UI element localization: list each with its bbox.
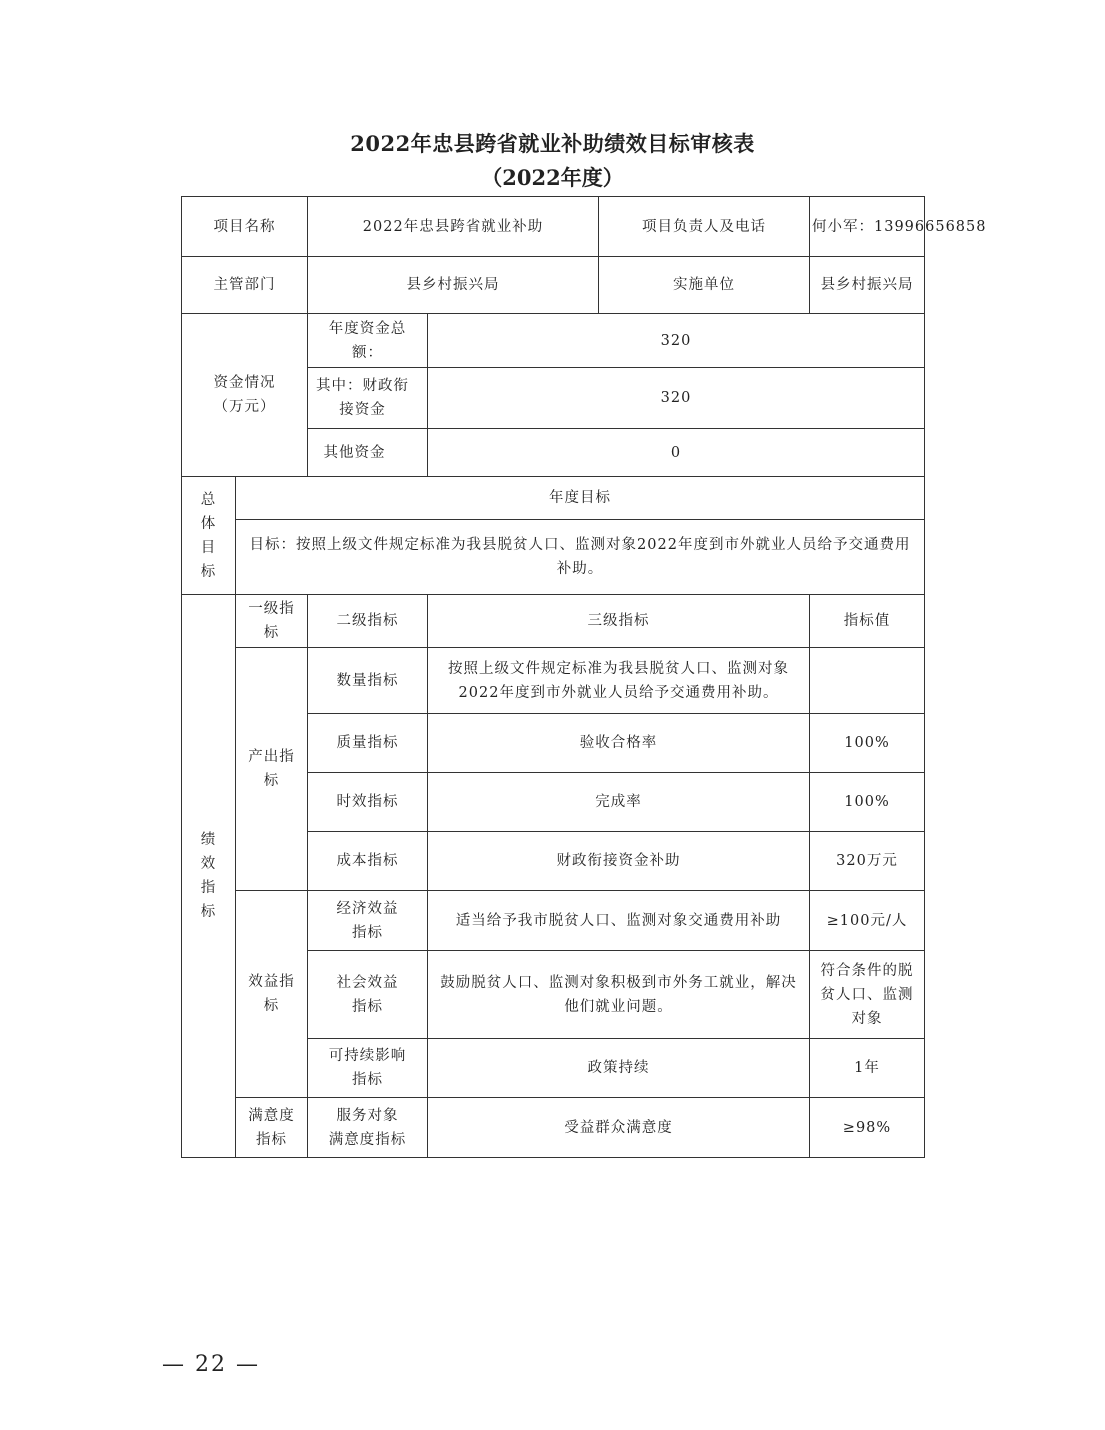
level2-cell — [308, 1039, 428, 1098]
unit-label: 实施单位 — [599, 257, 810, 314]
funds-fiscal-label: 其中：财政衔接资金 — [308, 368, 428, 429]
funds-label-line1: 资金情况 — [213, 375, 276, 391]
funds-fiscal-value: 320 — [428, 368, 925, 429]
output-label-line1: 产出指 — [248, 749, 295, 765]
funds-total-row — [182, 314, 925, 368]
level3-cell: 财政衔接资金补助 — [428, 832, 810, 891]
level2-cell — [308, 951, 428, 1039]
overall-label-char: 标 — [200, 563, 217, 580]
output-label-line2: 标 — [263, 773, 280, 789]
funds-other-label: 其他资金 — [308, 429, 428, 477]
value-cell: 1年 — [810, 1039, 925, 1098]
indicator-header-row — [182, 595, 925, 648]
benefit-indicator-label — [236, 891, 308, 1098]
level2-line1: 经济效益 — [336, 900, 399, 917]
level3-cell: 按照上级文件规定标准为我县脱贫人口、监测对象2022年度到市外就业人员给予交通费用补助。 — [428, 648, 810, 714]
value-cell: 100% — [810, 714, 925, 773]
unit-value: 县乡村振兴局 — [810, 257, 925, 314]
department-row — [182, 257, 925, 314]
annual-target-header: 年度目标 — [236, 477, 925, 520]
level3-cell: 验收合格率 — [428, 714, 810, 773]
level2-cell: 数量指标 — [308, 648, 428, 714]
value-cell — [810, 648, 925, 714]
dept-value: 县乡村振兴局 — [308, 257, 599, 314]
page-number: — 22 — — [162, 1352, 260, 1377]
level3-cell: 鼓励脱贫人口、监测对象积极到市外务工就业，解决他们就业问题。 — [428, 951, 810, 1039]
satisfaction-indicator-label — [236, 1098, 308, 1158]
dept-label: 主管部门 — [182, 257, 308, 314]
satisfaction-label-line1: 满意度 — [248, 1107, 295, 1124]
level1-header-line1: 一级指 — [248, 601, 295, 617]
level2-cell: 成本指标 — [308, 832, 428, 891]
value-header: 指标值 — [810, 595, 925, 648]
benefit-label-line1: 效益指 — [248, 974, 295, 990]
indicator-row — [182, 891, 925, 951]
level2-cell: 时效指标 — [308, 773, 428, 832]
level1-header — [236, 595, 308, 648]
level2-line2: 指标 — [352, 924, 383, 941]
level2-cell — [308, 891, 428, 951]
overall-target-label — [182, 477, 236, 595]
performance-indicator-label — [182, 595, 236, 1158]
level1-header-line2: 标 — [263, 625, 280, 641]
level2-line2: 满意度指标 — [328, 1131, 407, 1148]
value-cell: 100% — [810, 773, 925, 832]
overall-label-char: 目 — [200, 539, 217, 556]
funds-total-value: 320 — [428, 314, 925, 368]
project-name-label: 项目名称 — [182, 197, 308, 257]
funds-other-value: 0 — [428, 429, 925, 477]
level2-line1: 可持续影响 — [328, 1048, 407, 1064]
benefit-label-line2: 标 — [263, 998, 280, 1014]
funds-label-line2: （万元） — [213, 399, 276, 415]
value-cell: ≥98% — [810, 1098, 925, 1158]
project-leader-value: 何小军：13996656858 — [810, 197, 925, 257]
level2-line2: 指标 — [352, 1072, 383, 1088]
value-cell: 符合条件的脱贫人口、监测对象 — [810, 951, 925, 1039]
project-name-value: 2022年忠县跨省就业补助 — [308, 197, 599, 257]
project-leader-label: 项目负责人及电话 — [599, 197, 810, 257]
level3-cell: 受益群众满意度 — [428, 1098, 810, 1158]
level2-line2: 指标 — [352, 998, 383, 1015]
funds-label — [182, 314, 308, 477]
level3-cell: 适当给予我市脱贫人口、监测对象交通费用补助 — [428, 891, 810, 951]
satisfaction-label-line2: 指标 — [256, 1131, 287, 1148]
indicator-row — [182, 1098, 925, 1158]
value-cell: 320万元 — [810, 832, 925, 891]
overall-label-char: 体 — [200, 515, 217, 532]
funds-total-label: 年度资金总额： — [308, 314, 428, 368]
project-name-row — [182, 197, 925, 257]
level2-line1: 社会效益 — [336, 974, 399, 991]
level2-header: 二级指标 — [308, 595, 428, 648]
level2-cell: 质量指标 — [308, 714, 428, 773]
performance-target-table — [181, 196, 987, 1158]
document-title: 2022年忠县跨省就业补助绩效目标审核表 — [350, 131, 755, 156]
output-indicator-label — [236, 648, 308, 891]
level3-header: 三级指标 — [428, 595, 810, 648]
overall-header-row — [182, 477, 925, 520]
indicator-label-char: 绩 — [200, 832, 217, 848]
level3-cell: 政策持续 — [428, 1039, 810, 1098]
indicator-label-char: 效 — [200, 856, 217, 872]
annual-target-text: 目标：按照上级文件规定标准为我县脱贫人口、监测对象2022年度到市外就业人员给予交通费用补助。 — [236, 520, 925, 595]
level3-cell: 完成率 — [428, 773, 810, 832]
document-subtitle: （2022年度） — [481, 165, 624, 190]
overall-label-char: 总 — [200, 491, 217, 508]
indicator-row — [182, 648, 925, 714]
value-cell: ≥100元/人 — [810, 891, 925, 951]
level2-cell — [308, 1098, 428, 1158]
indicator-label-char: 标 — [200, 904, 217, 920]
indicator-label-char: 指 — [200, 880, 217, 896]
level2-line1: 服务对象 — [336, 1107, 399, 1124]
overall-text-row — [182, 520, 925, 595]
